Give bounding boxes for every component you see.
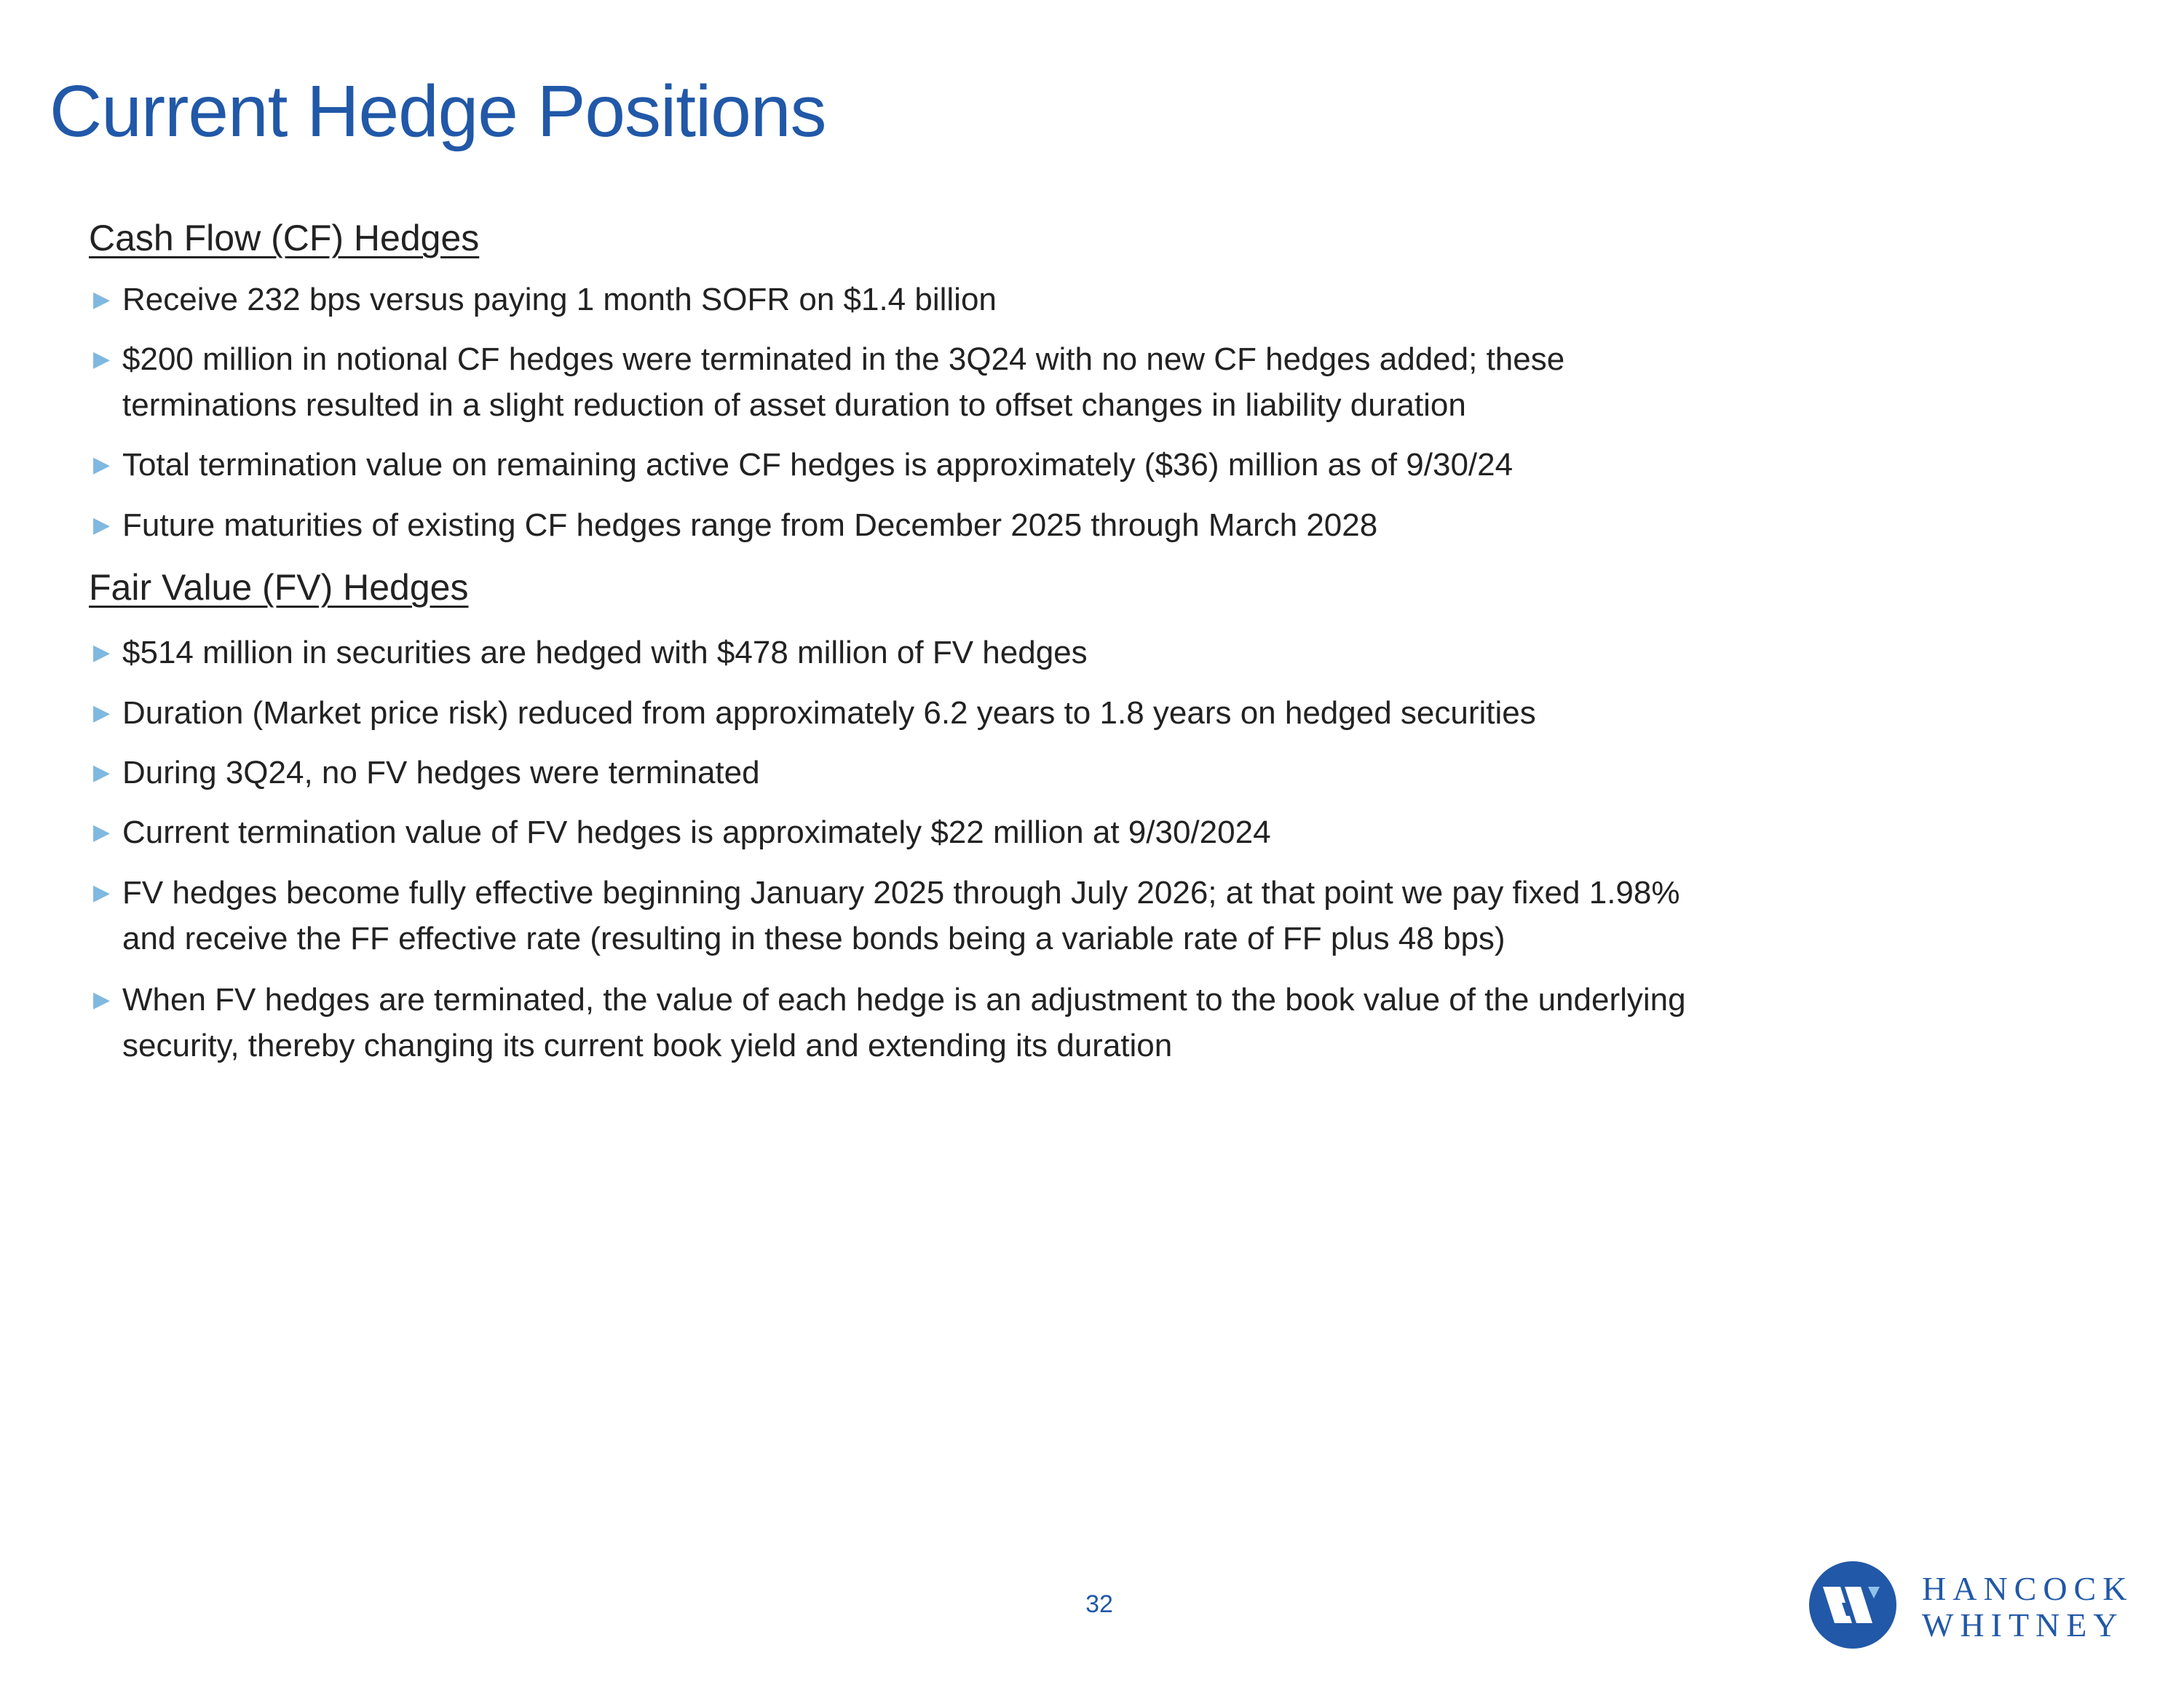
bullet-arrow-icon: ▶: [93, 881, 111, 905]
bullet-arrow-icon: ▶: [93, 513, 111, 537]
bullet-text: Receive 232 bps versus paying 1 month SOFR on $1.4 billion: [122, 282, 997, 317]
bullet-arrow-icon: ▶: [93, 820, 111, 844]
bullet-text: During 3Q24, no FV hedges were terminated: [122, 755, 760, 790]
section-heading-cash-flow: Cash Flow (CF) Hedges: [89, 218, 480, 258]
hancock-whitney-logo-icon: [1808, 1561, 1897, 1649]
bullet-arrow-icon: ▶: [93, 701, 111, 725]
page-number: 32: [1085, 1590, 1113, 1618]
bullet-text: $514 million in securities are hedged with $478 million of FV hedges: [122, 635, 1088, 670]
bullet-arrow-icon: ▶: [93, 761, 111, 785]
bullet-text: Total termination value on remaining active CF hedges is approximately ($36) million as of 9/30/24: [122, 447, 1514, 483]
bullet-text: Current termination value of FV hedges is approximately $22 million at 9/30/2024: [122, 814, 1271, 850]
bullet-text: Duration (Market price risk) reduced from approximately 6.2 years to 1.8 years on hedged securities: [122, 695, 1536, 731]
logo-line-1: HANCOCK: [1922, 1570, 2134, 1607]
bullet-text: and receive the FF effective rate (resulting in these bonds being a variable rate of FF plus 48 bps): [122, 921, 1506, 956]
section-heading-fair-value: Fair Value (FV) Hedges: [89, 567, 469, 608]
logo-line-2: WHITNEY: [1922, 1606, 2124, 1644]
logo-wordmark: [1922, 1571, 2133, 1644]
bullet-text: security, thereby changing its current book yield and extending its duration: [122, 1028, 1173, 1063]
bullet-arrow-icon: ▶: [93, 288, 111, 312]
bullet-arrow-icon: ▶: [93, 453, 111, 477]
bullet-text: terminations resulted in a slight reduction of asset duration to offset changes in liability duration: [122, 387, 1466, 423]
bullet-text: When FV hedges are terminated, the value of each hedge is an adjustment to the book value of the underlying: [122, 982, 1686, 1018]
page-title: Current Hedge Positions: [50, 71, 826, 152]
bullet-arrow-icon: ▶: [93, 641, 111, 665]
bullet-text: Future maturities of existing CF hedges range from December 2025 through March 2028: [122, 507, 1378, 543]
bullet-text: FV hedges become fully effective beginning January 2025 through July 2026; at that point we pay fixed 1.98%: [122, 875, 1680, 911]
bullet-text: $200 million in notional CF hedges were terminated in the 3Q24 with no new CF hedges added; these: [122, 341, 1565, 377]
bullet-arrow-icon: ▶: [93, 347, 111, 371]
bullet-arrow-icon: ▶: [93, 988, 111, 1012]
